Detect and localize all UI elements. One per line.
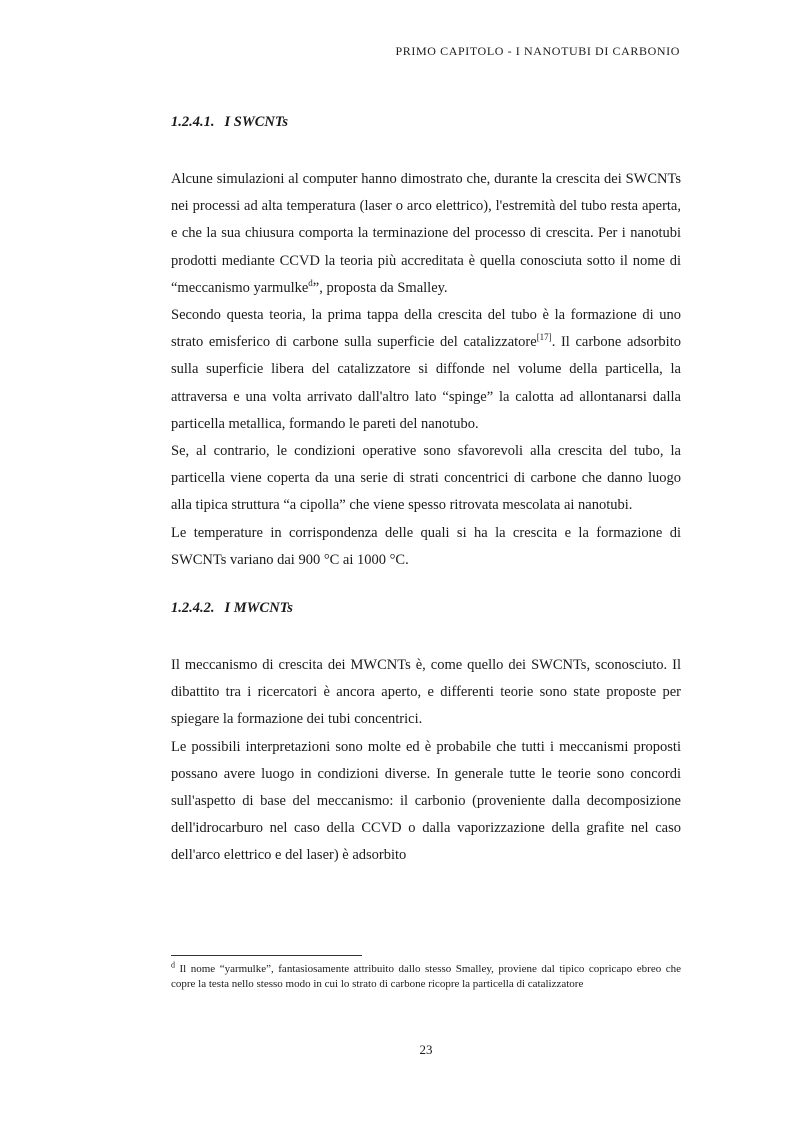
- section-title: I SWCNTs: [224, 114, 289, 130]
- paragraph: Il meccanismo di crescita dei MWCNTs è, come quello dei SWCNTs, sconosciuto. Il dibattito tra i ricercatori è ancora aperto, e differenti teorie sono state proposte per spiegare la formazione dei tubi concentrici.: [171, 657, 681, 728]
- footnote: [171, 962, 681, 992]
- footnote-marker: d: [171, 960, 175, 970]
- paragraph: Se, al contrario, le condizioni operative sono sfavorevoli alla crescita del tubo, la particella viene coperta da una serie di strati concentrici di carbone che danno luogo alla tipica struttura “a cipolla” che viene spesso ritrovata mescolata ai nanotubi.: [171, 443, 681, 514]
- footnote-marker[interactable]: d: [308, 277, 313, 288]
- paragraph: Le possibili interpretazioni sono molte ed è probabile che tutti i meccanismi proposti possano avere luogo in condizioni diverse. In generale tutte le teorie sono concordi sull'aspetto di base del meccanismo: il carbonio (proveniente dalla decomposizione dell'idrocarburo nel caso della CCVD o dalla vaporizzazione della grafite nel caso dell'arco elettrico e del laser) è adsorbito: [171, 738, 681, 864]
- paragraph: Alcune simulazioni al computer hanno dimostrato che, durante la crescita dei SWCNTs nei processi ad alta temperatura (laser o arco elettrico), l'estremità del tubo resta aperta, e che la sua chiusura comporta la terminazione del processo di crescita. Per i nanotubi prodotti mediante CCVD la teoria più accreditata è quella conosciuta sotto il nome di “meccanismo yarmulke$^d$”, proposta da Smalley.: [171, 171, 681, 296]
- paragraph: Secondo questa teoria, la prima tappa della crescita del tubo è la formazione di uno strato emisferico di carbone sulla superficie del catalizzatore[17]. Il carbone adsorbito sulla superficie libera del catalizzatore si diffonde nel volume della particella, la attraversa e una volta arrivato dall'altro lato “spinge” la calotta ad allontanarsi dalla particella metallica, formando le pareti del nanotubo.: [171, 307, 681, 432]
- page-body: [171, 114, 681, 870]
- page-number: 23: [419, 1042, 433, 1057]
- section-heading-swcnts: [171, 114, 681, 131]
- footnote-text: Il nome “yarmulke”, fantasiosamente attribuito dallo stesso Smalley, proviene dal tipico copricapo ebreo che copre la testa nello stesso modo in cui lo strato di carbone ricopre la particella di catalizzatore: [171, 963, 681, 990]
- section-number: 1.2.4.1.: [171, 114, 215, 130]
- paragraph: Le temperature in corrispondenza delle quali si ha la crescita e la formazione di SWCNTs variano dai 900 °C ai 1000 °C.: [171, 524, 681, 568]
- section-heading-mwcnts: [171, 600, 681, 617]
- running-header: PRIMO CAPITOLO - I NANOTUBI DI CARBONIO: [395, 44, 680, 58]
- section-number: 1.2.4.2.: [171, 600, 215, 617]
- section-title: I MWCNTs: [224, 600, 293, 617]
- footnote-divider: [171, 955, 362, 956]
- citation-ref[interactable]: [17]: [536, 332, 552, 343]
